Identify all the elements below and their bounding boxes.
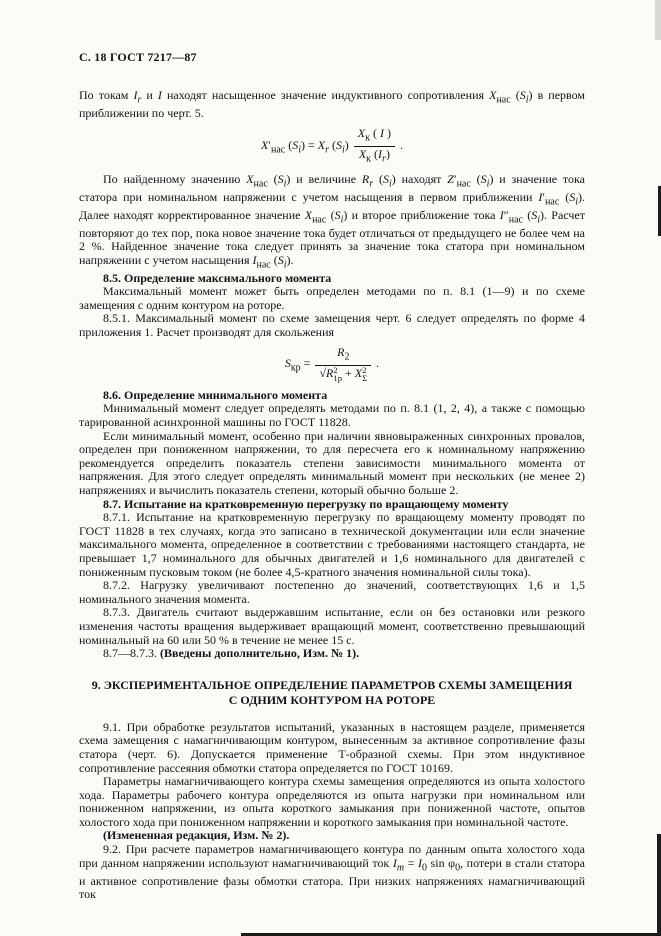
paragraph-8-6-b: Если минимальный момент, особенно при наличии явновыраженных синхронных провалов, определен при пониженном напряжении, то для пересчета его к номинальному напряжению рекомендуется определить показатель степени зависимости минимального момента от напряжения. Для этого следует определять минимальный момент при нескольких (не менее 2) напряжениях и вычислить показатель степени, который обычно больше 2. [79, 428, 585, 497]
formula-lhs: $X'_{нас}$ $(S_i) = X_r$ $(S_i)$ [261, 137, 352, 156]
paragraph-9-2: 9.2. При расчете параметров намагничивающего контура по данным опыта холостого хода при данном напряжении используют намагничивающий ток $I_m = I_0$ $\sin \varphi_0$, потери в стали статора и активное сопротивление фазы обмотки статора. При низких напряжениях намагничивающий ток [79, 842, 586, 902]
paragraph-8-6-a: Минимальный момент следует определять методами по п. 8.1 (1, 2, 4), а также с помощью тарированной асинхронной машины по ГОСТ 11828. [79, 401, 585, 430]
heading-8-7: 8.7. Испытание на кратковременную перегрузку по вращающему моменту [103, 496, 509, 511]
fraction-denominator: √R 2 1р + X 2 Σ [315, 365, 371, 382]
section-9-title-line2: С ОДНИМ КОНТУРОМ НА РОТОРЕ [228, 692, 436, 707]
fraction [354, 127, 395, 166]
paragraph-8-7-2: 8.7.2. Нагрузку увеличивают постепенно до значений, соответствующих 1,6 и 1,5 номинального значения момента. [79, 578, 585, 606]
paragraph-saturation-intro: По токам $I_r$ и I находят насыщенное значение индуктивного сопротивления $X_{нас}$ $(S_i)$ в первом приближении по черт. 5. [79, 88, 585, 120]
heading-8-6: 8.6. Определение минимального момента [103, 387, 328, 402]
fraction-numerator: $R_2$ [337, 344, 350, 363]
formula-tail: . [396, 137, 403, 152]
fraction [315, 346, 371, 382]
section-9-title [79, 678, 585, 708]
paragraph-8-5-intro: Максимальный момент может быть определен методами по п. 8.1 (1—9) и по схеме замещения с одним контуром на роторе. [79, 284, 585, 312]
paragraph-iteration: По найденному значению $X_{нас}$ $(S_i)$ и величине $R_r$ $(S_i)$ находят $Z'_{нас}$ $(S_i)$ и значение тока статора при номинальном напряжении с учетом насыщения в первом приближении $I'_{нас}$ $(S_i)$. Далее находят корректированное значение $X_{нас}$ $(S_i)$ и второе приближение тока $I''_{нас}$ $(S_i)$. Расчет повторяют до тех пор, пока новое значение тока будет отличаться от предыдущего не более чем на 2 %. Найденное значение тока следует принять за значение тока статора при номинальном напряжении с учетом насыщения $I_{нас}$ $(S_i)$. [79, 171, 585, 271]
scan-artifact [655, 0, 661, 40]
page-header: С. 18 ГОСТ 7217—87 [79, 50, 197, 64]
fraction-denominator: $X_к$ $(I_r)$ [354, 146, 395, 166]
paragraph-9-1-b: Параметры намагничивающего контура схемы замещения определяются из опыта холостого хода. Параметры рабочего контура определяются из опыта нагрузки при номинальном или пониженном напряжении, из опыта короткого замыкания при пониженной частоте, опытов холостого хода при пониженном напряжении и короткого замыкания при номинальной частоте. [79, 774, 585, 829]
formula-tail: . [373, 355, 380, 370]
formula-saturated-reactance [79, 127, 585, 166]
formula-critical-slip [79, 346, 585, 382]
paragraph-9-1-note: (Измененная редакция, Изм. № 2). [103, 828, 290, 843]
section-9-title-line1: 9. ЭКСПЕРИМЕНТАЛЬНОЕ ОПРЕДЕЛЕНИЕ ПАРАМЕТРОВ СХЕМЫ ЗАМЕЩЕНИЯ [91, 677, 573, 692]
formula-lhs: $S_{кр}$ = [284, 355, 314, 373]
paragraph-8-7-3: 8.7.3. Двигатель считают выдержавшим испытание, если он без остановки или резкого изменения частоты вращения выдерживает вращающий момент, соответственно превышающий номинальный на 60 или 50 % в течение не менее 15 с. [79, 605, 585, 647]
document-body [79, 89, 585, 902]
heading-8-5: 8.5. Определение максимального момента [103, 270, 332, 285]
paragraph-9-1-a: 9.1. При обработке результатов испытаний, указанных в настоящем разделе, применяется схема замещения с намагничивающим контуром, вынесенным за активное сопротивление фазы статора (черт. 6). Допускается применение Т-образной схемы. При этом индуктивное сопротивление рассеяния обмотки статора определяется по ГОСТ 10169. [79, 719, 585, 775]
fraction-numerator: $X_к$ ( I ) [357, 125, 391, 143]
paragraph-8-7-1: 8.7.1. Испытание на кратковременную перегрузку по вращающему моменту проводят по ГОСТ 11828 в тех случаях, когда это записано в технической документации или если значение максимального момента, определенное в соответствии с требованиями настоящего стандарта, не превышает 1,7 номинального для обычных двигателей и 1,6 номинального для двигателей с пониженным пусковым током (не более 4,5-кратного значения номинальной силы тока). [79, 510, 585, 579]
paragraph-8-7-note: 8.7—8.7.3. (Введены дополнительно, Изм. № 1). [103, 646, 360, 661]
paragraph-8-5-1: 8.5.1. Максимальный момент по схеме замещения черт. 6 следует определять по форме 4 приложения 1. Расчет производят для скольжения [79, 311, 585, 340]
scan-artifact [657, 834, 661, 936]
